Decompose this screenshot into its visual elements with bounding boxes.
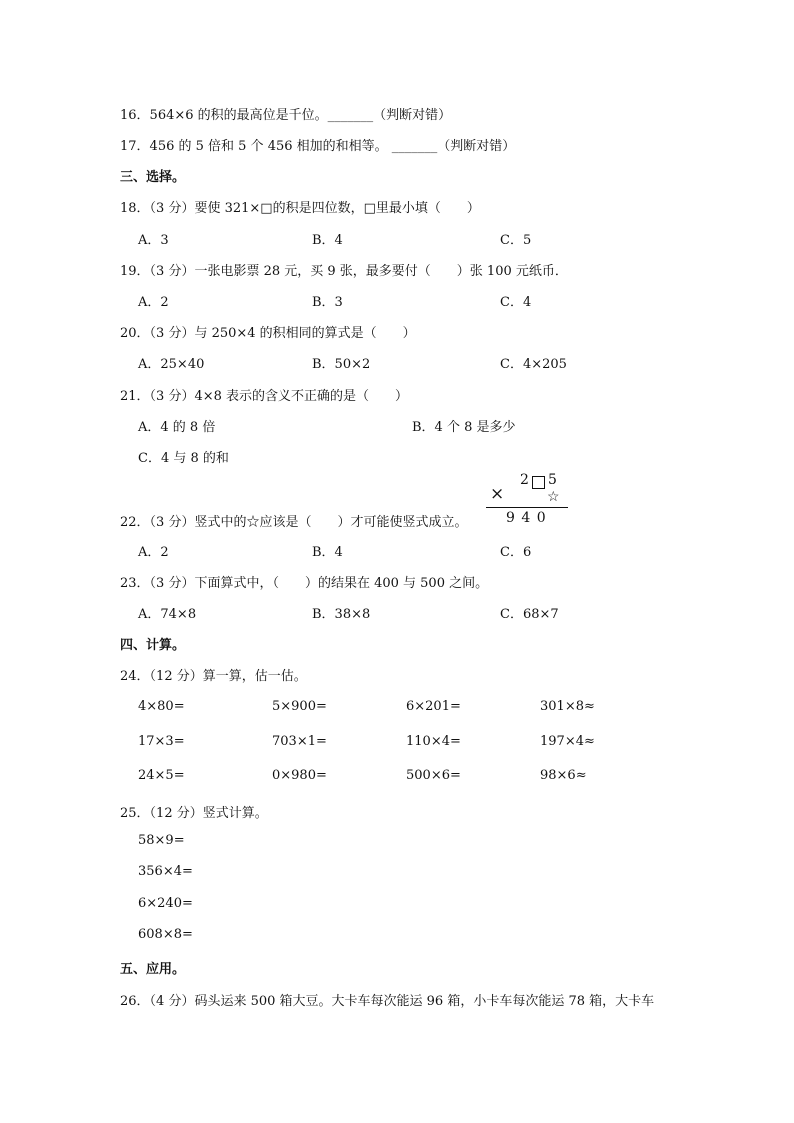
times-sign: ×: [490, 484, 505, 504]
q23-option-a: A．74×8: [138, 607, 197, 622]
q24-calc: 5×900=: [272, 699, 327, 714]
q24-calc: 17×3=: [138, 734, 185, 749]
q19-option-c: C．4: [500, 295, 532, 310]
q21-option-b: B．4 个 8 是多少: [412, 420, 516, 435]
q24-calc: 24×5=: [138, 768, 185, 783]
q18-stem: 18．（3 分）要使 321×□的积是四位数，□里最小填（ ）: [120, 201, 480, 216]
q24-calc: 110×4=: [406, 734, 461, 749]
q21-option-c: C．4 与 8 的和: [138, 451, 229, 466]
vertical-rule: [486, 507, 568, 508]
q25-item: 58×9=: [138, 833, 185, 848]
q22-option-b: B．4: [312, 545, 343, 560]
section-4-heading: 四、计算。: [120, 638, 186, 653]
q17-text: 17．456 的 5 倍和 5 个 456 相加的和相等。 _______（判断对错）: [120, 139, 516, 154]
q22-stem: 22．（3 分）竖式中的☆应该是（ ）才可能使竖式成立。: [120, 515, 468, 530]
vertical-digit-2: 2: [520, 472, 529, 488]
q24-calc: 0×980=: [272, 768, 327, 783]
q24-calc: 6×201=: [406, 699, 461, 714]
q18-option-c: C．5: [500, 233, 532, 248]
q21-option-a: A．4 的 8 倍: [138, 420, 216, 435]
q20-option-c: C．4×205: [500, 357, 567, 372]
q26-text: 26．（4 分）码头运来 500 箱大豆。大卡车每次能运 96 箱，小卡车每次能运 78 箱，大卡车: [120, 994, 655, 1009]
q25-item: 6×240=: [138, 896, 193, 911]
q25-stem: 25．（12 分）竖式计算。: [120, 806, 268, 821]
q20-option-b: B．50×2: [312, 357, 371, 372]
q16-text: 16．564×6 的积的最高位是千位。_______（判断对错）: [120, 108, 452, 123]
q22-vertical-calculation: [486, 470, 570, 526]
section-3-heading: 三、选择。: [120, 170, 186, 185]
q24-stem: 24．（12 分）算一算，估一估。: [120, 669, 307, 684]
q24-calc: 98×6≈: [540, 768, 587, 783]
q22-option-a: A．2: [138, 545, 169, 560]
q23-stem: 23．（3 分）下面算式中，（ ）的结果在 400 与 500 之间。: [120, 576, 489, 591]
section-5-heading: 五、应用。: [120, 962, 186, 977]
q23-option-b: B．38×8: [312, 607, 371, 622]
q22-option-c: C．6: [500, 545, 532, 560]
q18-option-a: A．3: [138, 233, 169, 248]
q18-option-b: B．4: [312, 233, 343, 248]
q24-calc: 197×4≈: [540, 734, 595, 749]
q20-stem: 20．（3 分）与 250×4 的积相同的算式是（ ）: [120, 326, 416, 341]
q25-item: 356×4=: [138, 864, 193, 879]
q25-item: 608×8=: [138, 927, 193, 942]
blank-box: [532, 476, 545, 489]
q20-option-a: A．25×40: [138, 357, 205, 372]
q23-option-c: C．68×7: [500, 607, 559, 622]
q24-calc: 500×6=: [406, 768, 461, 783]
q21-stem: 21．（3 分）4×8 表示的含义不正确的是（ ）: [120, 389, 409, 404]
q19-stem: 19．（3 分）一张电影票 28 元，买 9 张，最多要付（ ）张 100 元纸币．: [120, 264, 568, 279]
vertical-result: 9 4 0: [506, 510, 547, 526]
vertical-digit-5: 5: [548, 472, 557, 488]
q19-option-a: A．2: [138, 295, 169, 310]
star-placeholder: ☆: [547, 489, 560, 505]
q19-option-b: B．3: [312, 295, 343, 310]
q24-calc: 703×1=: [272, 734, 327, 749]
q24-calc: 4×80=: [138, 699, 185, 714]
q24-calc: 301×8≈: [540, 699, 595, 714]
